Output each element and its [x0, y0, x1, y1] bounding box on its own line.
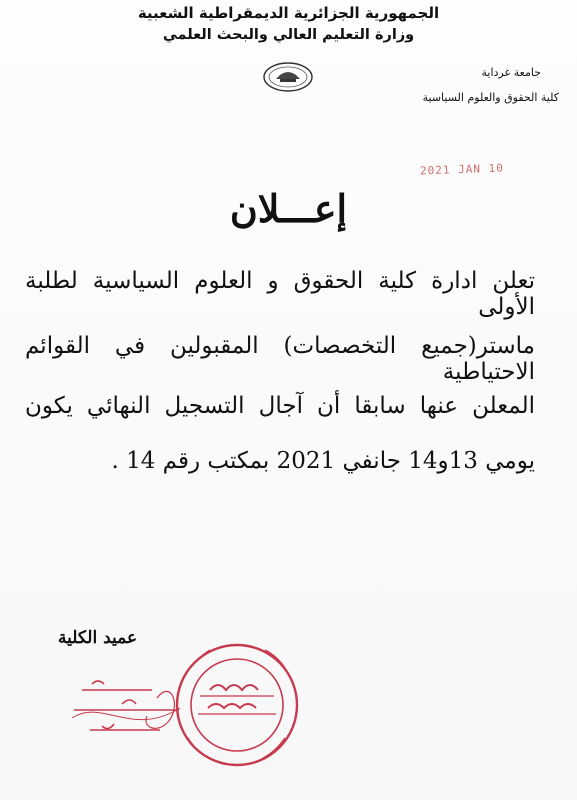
university-name: جامعة غرداية	[481, 66, 541, 79]
republic-header: الجمهورية الجزائرية الديمقراطية الشعبية	[137, 4, 440, 22]
received-date-stamp: 2021 JAN 10	[419, 161, 505, 178]
faculty-round-stamp	[170, 638, 305, 773]
body-line-4: يومي 13و14 جانفي 2021 بمكتب رقم 14 .	[111, 448, 535, 474]
university-logo-icon	[262, 59, 314, 95]
body-line-1: تعلن ادارة كلية الحقوق و العلوم السياسية لطلبة الأولى	[25, 268, 535, 320]
dean-signature-stamp	[62, 668, 187, 748]
body-line-3: المعلن عنها سابقا أن آجال التسجيل النهائي يكون	[25, 393, 535, 419]
faculty-name: كلية الحقوق والعلوم السياسية	[422, 91, 559, 104]
body-line-2: ماستر(جميع التخصصات) المقبولين في القوائم الاحتياطية	[25, 333, 535, 385]
ministry-header: وزارة التعليم العالي والبحث العلمي	[162, 27, 415, 43]
announcement-title: إعـــلان	[229, 186, 348, 231]
dean-title: عميد الكلية	[58, 628, 138, 648]
